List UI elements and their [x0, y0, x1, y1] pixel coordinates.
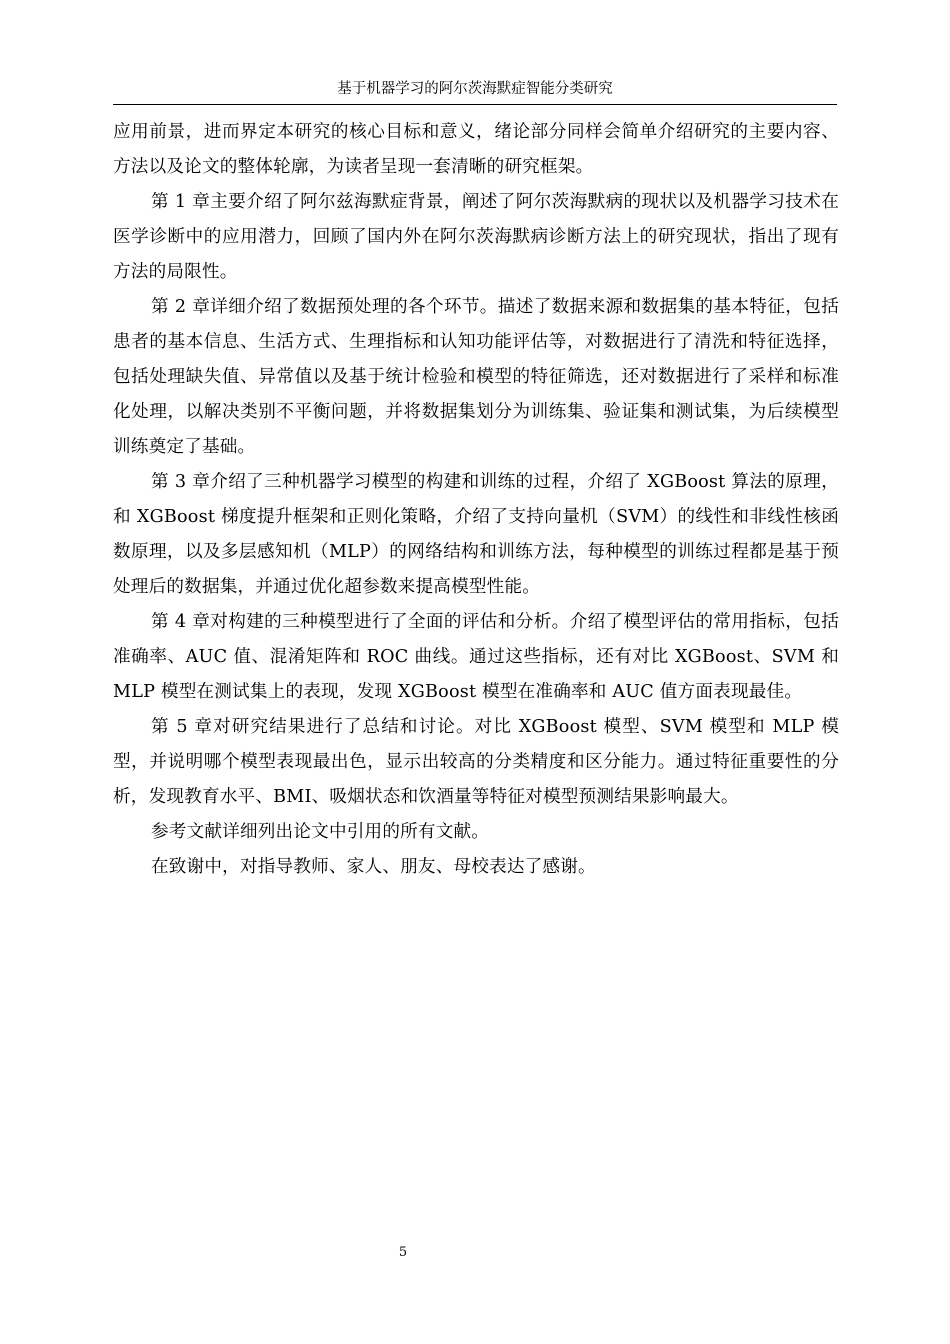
- running-header: [113, 78, 837, 105]
- paragraph-chapter-3: 第 3 章介绍了三种机器学习模型的构建和训练的过程，介绍了 XGBoost 算法的原理，和 XGBoost 梯度提升框架和正则化策略，介绍了支持向量机（SVM）的线性和非线性核函数原理，以及多层感知机（MLP）的网络结构和训练方法，每种模型的训练过程都是基于预处理后的数据集，并通过优化超参数来提高模型性能。: [113, 472, 839, 597]
- paragraph-chapter-5: 第 5 章对研究结果进行了总结和讨论。对比 XGBoost 模型、SVM 模型和 MLP 模型，并说明哪个模型表现最出色，显示出较高的分类精度和区分能力。通过特征重要性的分析，发现教育水平、BMI、吸烟状态和饮酒量等特征对模型预测结果影响最大。: [113, 717, 839, 807]
- paragraph-chapter-2: 第 2 章详细介绍了数据预处理的各个环节。描述了数据来源和数据集的基本特征，包括患者的基本信息、生活方式、生理指标和认知功能评估等，对数据进行了清洗和特征选择，包括处理缺失值、异常值以及基于统计检验和模型的特征筛选，还对数据进行了采样和标准化处理，以解决类别不平衡问题，并将数据集划分为训练集、验证集和测试集，为后续模型训练奠定了基础。: [113, 297, 839, 457]
- body-content: [113, 115, 839, 885]
- paragraph-acknowledgements: 在致谢中，对指导教师、家人、朋友、母校表达了感谢。: [151, 857, 596, 877]
- paragraph-chapter-4: 第 4 章对构建的三种模型进行了全面的评估和分析。介绍了模型评估的常用指标，包括准确率、AUC 值、混淆矩阵和 ROC 曲线。通过这些指标，还有对比 XGBoost、SVM 和 MLP 模型在测试集上的表现，发现 XGBoost 模型在准确率和 AUC 值方面表现最佳。: [113, 612, 839, 702]
- page-number: 5: [398, 1245, 408, 1260]
- running-header-title: 基于机器学习的阿尔茨海默症智能分类研究: [337, 81, 613, 97]
- paragraph-references: 参考文献详细列出论文中引用的所有文献。: [151, 822, 490, 842]
- paragraph-chapter-1: 第 1 章主要介绍了阿尔兹海默症背景，阐述了阿尔茨海默病的现状以及机器学习技术在医学诊断中的应用潜力，回顾了国内外在阿尔茨海默病诊断方法上的研究现状，指出了现有方法的局限性。: [113, 192, 839, 282]
- paragraph-intro-continued: 应用前景，进而界定本研究的核心目标和意义，绪论部分同样会简单介绍研究的主要内容、方法以及论文的整体轮廓，为读者呈现一套清晰的研究框架。: [113, 122, 839, 177]
